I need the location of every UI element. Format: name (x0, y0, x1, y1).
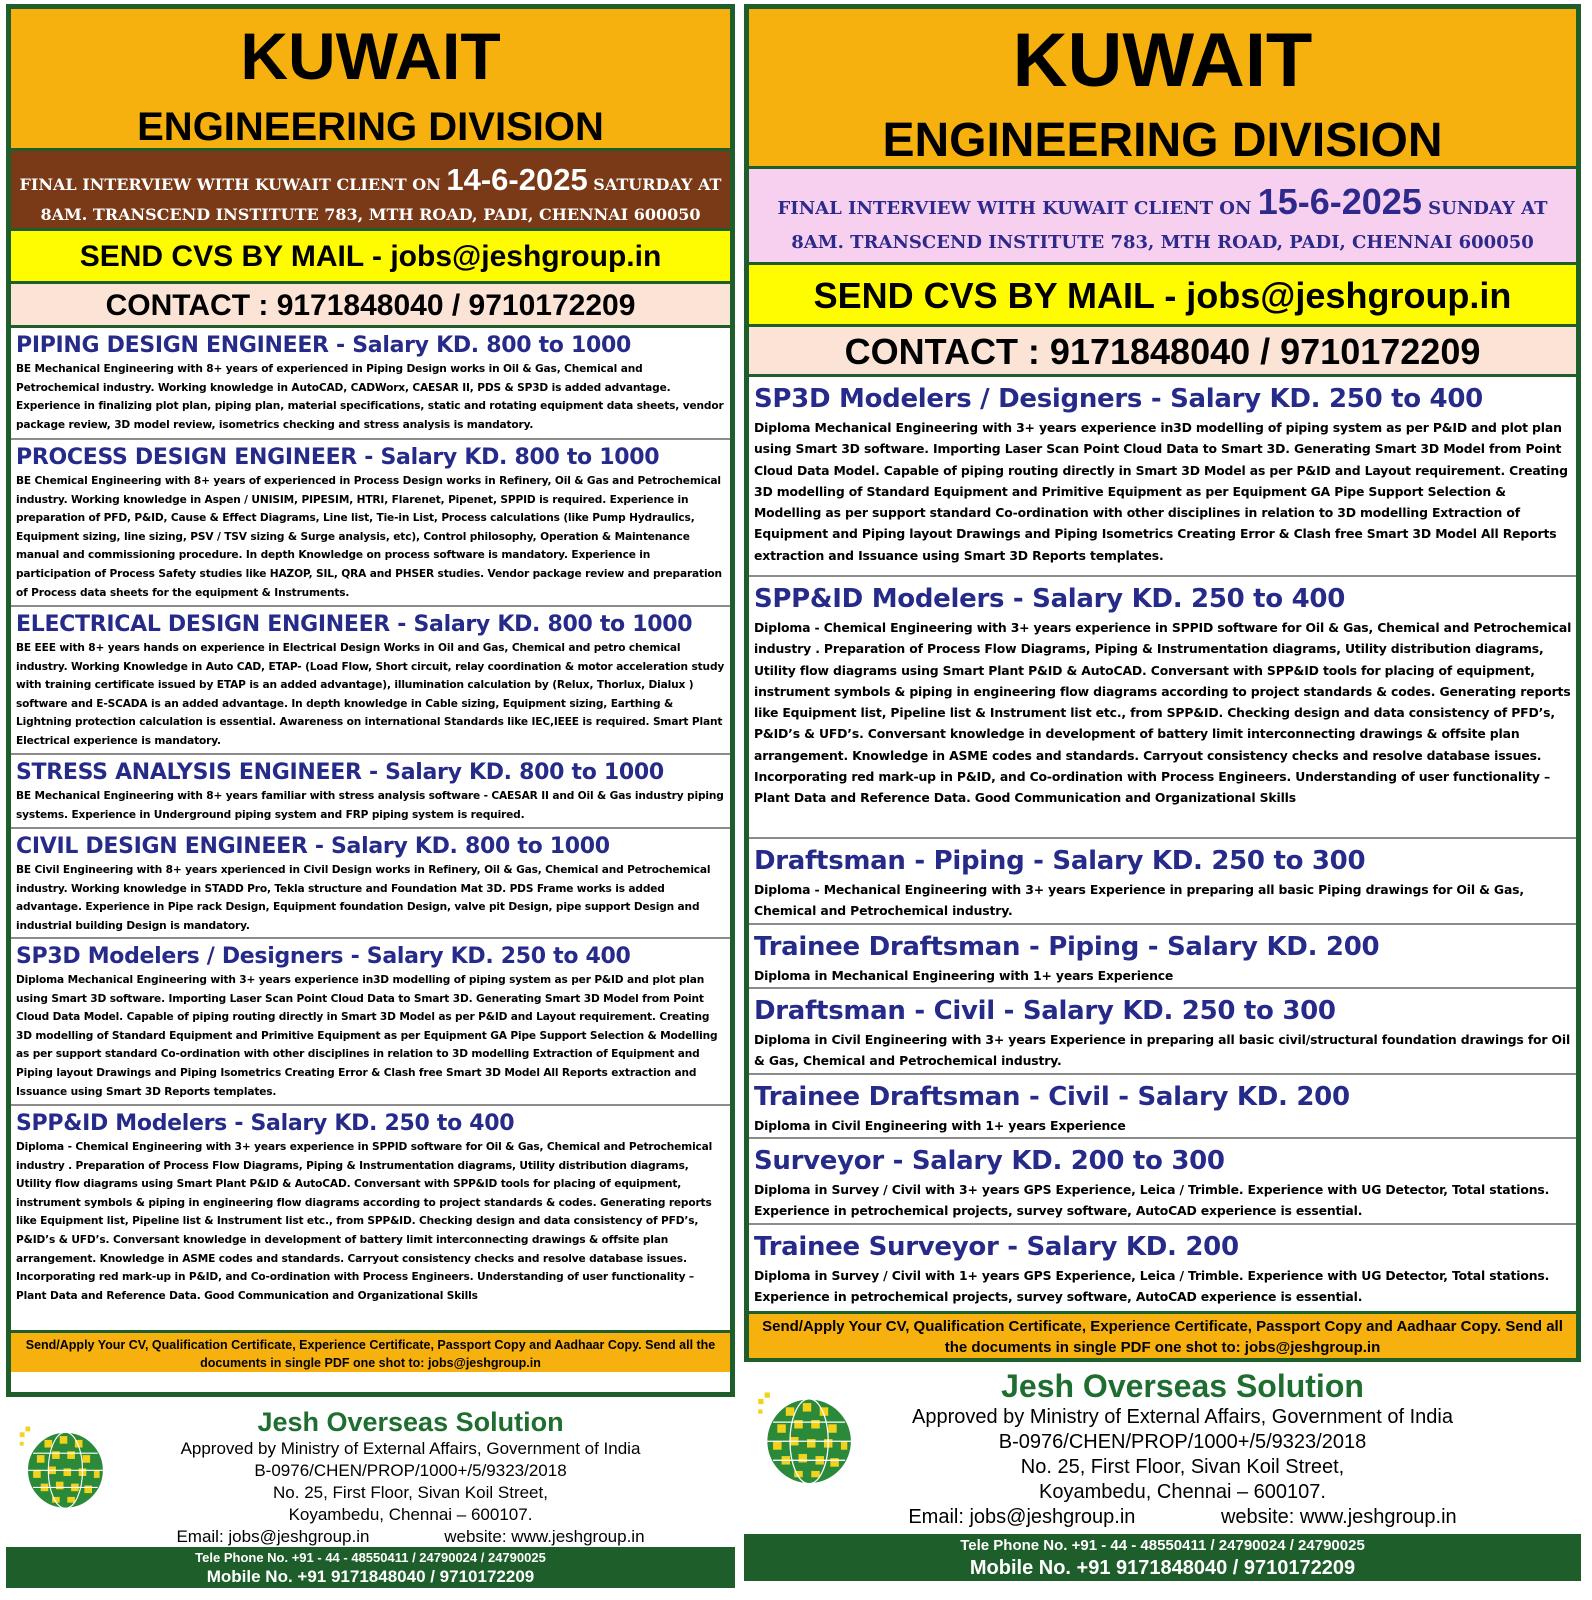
poster-frame (6, 4, 735, 1397)
job-title: Draftsman - Civil - Salary KD. 250 to 300 (754, 996, 1336, 1026)
interview-date: 14-6-2025 (446, 162, 588, 197)
license-number: B-0976/CHEN/PROP/1000+/5/9323/2018 (254, 1461, 567, 1480)
phone-bar (744, 1534, 1581, 1581)
contact-links (744, 1505, 1581, 1530)
poster-right (744, 4, 1581, 1596)
job-description: Diploma in Survey / Civil with 1+ years GPS Experience, Leica / Trimble. Experience with UG Detector, Total stations. Experience in petrochemical projects, survey software, AutoCAD experience is essential. (754, 1268, 1550, 1305)
job-title: PIPING DESIGN ENGINEER - Salary KD. 800 to 1000 (16, 333, 631, 358)
address-line-2: Koyambedu, Chennai – 600107. (1039, 1481, 1326, 1503)
address-line-2: Koyambedu, Chennai – 600107. (288, 1505, 533, 1524)
interview-details: SUNDAY AT 8AM. TRANSCEND INSTITUTE 783, MTH ROAD, PADI, CHENNAI 600050 (791, 198, 1548, 253)
job-description: Diploma in Civil Engineering with 3+ years Experience in preparing all basic civil/structural foundation drawings for Oil & Gas, Chemical and Petrochemical industry. (754, 1032, 1571, 1069)
interview-banner (749, 169, 1576, 265)
address-line-1: No. 25, First Floor, Sivan Koil Street, (273, 1483, 548, 1502)
poster-left (6, 4, 735, 1596)
job-title: Surveyor - Salary KD. 200 to 300 (754, 1146, 1225, 1176)
company-name: Jesh Overseas Solution (257, 1407, 564, 1437)
country-title: KUWAIT (240, 19, 501, 93)
job-listing (749, 1225, 1576, 1311)
send-cv-mail-banner: SEND CVS BY MAIL - jobs@jeshgroup.in (11, 231, 730, 284)
telephone-numbers: Tele Phone No. +91 - 44 - 48550411 / 24790024 / 24790025 (960, 1537, 1365, 1554)
job-title: Trainee Draftsman - Civil - Salary KD. 200 (754, 1082, 1350, 1112)
poster-header (749, 9, 1576, 169)
job-description: Diploma in Survey / Civil with 3+ years GPS Experience, Leica / Trimble. Experience with UG Detector, Total stations. Experience in petrochemical projects, survey software, AutoCAD experience is essential. (754, 1182, 1550, 1219)
job-listing (11, 1106, 730, 1330)
poster-header (11, 9, 730, 151)
job-title: CIVIL DESIGN ENGINEER - Salary KD. 800 to 1000 (16, 834, 610, 859)
company-name: Jesh Overseas Solution (1001, 1368, 1364, 1404)
job-title: STRESS ANALYSIS ENGINEER - Salary KD. 800 to 1000 (16, 760, 664, 785)
job-description: Diploma in Civil Engineering with 1+ years Experience (754, 1118, 1126, 1133)
contact-banner: CONTACT : 9171848040 / 9710172209 (749, 327, 1576, 377)
job-listing (749, 577, 1576, 839)
job-description: BE Mechanical Engineering with 8+ years of experienced in Piping Design works in Oil & Gas, Chemical and Petrochemical industry. Working knowledge in AutoCAD, CADWorx, CAESAR II, PDS & SP3D is added advantage. Experience in finalizing plot plan, piping plan, material specifications, static and rotating equipment data sheets, vendor package review, 3D model review, isometrics checking and stress analysis is mandatory. (16, 363, 724, 431)
apply-instructions: Send/Apply Your CV, Qualification Certificate, Experience Certificate, Passport Copy and Aadhaar Copy. Send all the documents in single PDF one shot to: jobs@jeshgroup.in (11, 1330, 730, 1372)
phone-bar (6, 1547, 735, 1588)
job-title: ELECTRICAL DESIGN ENGINEER - Salary KD. 800 to 1000 (16, 612, 693, 637)
telephone-numbers: Tele Phone No. +91 - 44 - 48550411 / 24790024 / 24790025 (195, 1550, 546, 1565)
job-title: Trainee Draftsman - Piping - Salary KD. 200 (754, 932, 1380, 962)
send-cv-mail-banner: SEND CVS BY MAIL - jobs@jeshgroup.in (749, 265, 1576, 327)
job-listing (749, 925, 1576, 989)
contact-links (6, 1526, 735, 1548)
job-listing (11, 755, 730, 829)
poster-frame (744, 4, 1581, 1362)
job-description: BE EEE with 8+ years hands on experience in Electrical Design Works in Oil and Gas, Chemical and petro chemical industry. Working Knowledge in Auto CAD, ETAP- (Load Flow, Short circuit, relay coordination & motor acceleration study with training certificate issued by ETAP is an added advantage), illumination calculation by (Relux, Thorlux, Dialux ) software and E-SCADA is an added advantage. In depth knowledge in Cable sizing, Equipment sizing, Earthing & Lightning protection calculation is essential. Awareness on international Standards like IEC,IEEE is required. Smart Plant Electrical experience is mandatory. (16, 642, 725, 747)
division-title: ENGINEERING DIVISION (882, 114, 1443, 167)
job-listing (11, 829, 730, 939)
job-listing (749, 1075, 1576, 1139)
interview-details: SATURDAY AT 8AM. TRANSCEND INSTITUTE 783, MTH ROAD, PADI, CHENNAI 600050 (40, 175, 722, 224)
job-description: Diploma Mechanical Engineering with 3+ years experience in3D modelling of piping system as per P&ID and plot plan using Smart 3D software. Importing Laser Scan Point Cloud Data to Smart 3D. Generating Smart 3D Model from Point Cloud Data Model. Capable of piping routing directly in Smart 3D Model as per P&ID and Layout requirement. Creating 3D modelling of Standard Equipment and Primitive Equipment as per Equipment GA Pipe Support Selection & Modelling as per support standard Co-ordination with other disciplines in relation to 3D modelling Extraction of Equipment and Piping layout Drawings and Piping Isometrics Creating Error & Clash free Smart 3D Model All Reports extraction and Issuance using Smart 3D Reports templates. (16, 974, 718, 1098)
contact-banner: CONTACT : 9171848040 / 9710172209 (11, 284, 730, 328)
job-description: BE Mechanical Engineering with 8+ years familiar with stress analysis software - CAESAR II and Oil & Gas industry piping systems. Experience in Underground piping system and FRP piping system is required. (16, 790, 724, 821)
interview-prefix: FINAL INTERVIEW WITH KUWAIT CLIENT ON (19, 175, 441, 194)
company-footer (744, 1362, 1581, 1534)
interview-banner (11, 151, 730, 231)
job-title: PROCESS DESIGN ENGINEER - Salary KD. 800 to 1000 (16, 445, 660, 470)
job-listing (749, 377, 1576, 577)
approval-text: Approved by Ministry of External Affairs, Government of India (912, 1406, 1453, 1428)
job-listing (11, 607, 730, 755)
approval-text: Approved by Ministry of External Affairs, Government of India (180, 1439, 641, 1458)
license-number: B-0976/CHEN/PROP/1000+/5/9323/2018 (998, 1431, 1367, 1453)
job-description: Diploma - Mechanical Engineering with 3+ years Experience in preparing all basic Piping drawings for Oil & Gas, Chemical and Petrochemical industry. (754, 882, 1524, 919)
company-footer (6, 1397, 735, 1547)
job-description: Diploma in Mechanical Engineering with 1+ years Experience (754, 968, 1174, 983)
job-listing (749, 1139, 1576, 1225)
job-description: BE Chemical Engineering with 8+ years of experienced in Process Design works in Refinery, Oil & Gas and Petrochemical industry. Working knowledge in Aspen / UNISIM, PIPESIM, HTRI, Flarenet, Pipenet, SPPID is required. Experience in preparation of PFD, P&ID, Cause & Effect Diagrams, Line list, Tie-in List, Process calculations (like Pump Hydraulics, Equipment sizing, line sizing, PSV / TSV sizing & Surge analysis, etc), Control philosophy, Operation & Maintenance manual and commissioning procedure. In depth Knowledge on process software is mandatory. Experience in participation of Process Safety studies like HAZOP, SIL, QRA and PHSER studies. Vendor package review and preparation of Process data sheets for the equipment & Instruments. (16, 475, 722, 599)
job-description: BE Civil Engineering with 8+ years xperienced in Civil Design works in Refinery, Oil & Gas, Chemical and Petrochemical industry. Working knowledge in STADD Pro, Tekla structure and Foundation Mat 3D. PDS Frame works is added advantage. Experience in Pipe rack Design, Equipment foundation Design, valve pit Design, pipe support Design and industrial building Design is mandatory. (16, 864, 711, 932)
job-title: Draftsman - Piping - Salary KD. 250 to 300 (754, 846, 1366, 876)
job-title: Trainee Surveyor - Salary KD. 200 (754, 1232, 1239, 1262)
job-description: Diploma - Chemical Engineering with 3+ years experience in SPPID software for Oil & Gas, Chemical and Petrochemical industry . Preparation of Process Flow Diagrams, Piping & Instrumentation diagrams, Utility distribution diagrams, Utility flow diagrams using Smart Plant P&ID & AutoCAD. Conversant with SPP&ID tools for placing of equipment, instrument symbols & piping in engineering flow diagrams according to project standards & codes. Generating reports like Equipment list, Pipeline list & Instrument list etc., from SPP&ID. Checking design and data consistency of PFD’s, P&ID’s & UFD’s. Conversant knowledge in development of battery limit interconnecting drawings & offsite plan arrangement. Knowledge in ASME codes and standards. Carryout consistency checks and resolve database issues. Incorporating red mark-up in P&ID, and Co-ordination with Process Engineers. Understanding of user functionality – Plant Data and Reference Data. Good Communication and Organizational Skills (16, 1141, 713, 1302)
job-listing (749, 989, 1576, 1075)
globe-logo-icon (16, 1419, 111, 1514)
job-listing (11, 328, 730, 440)
mobile-numbers: Mobile No. +91 9171848040 / 9710172209 (206, 1567, 535, 1586)
job-title: SPP&ID Modelers - Salary KD. 250 to 400 (16, 1111, 515, 1136)
address-line-1: No. 25, First Floor, Sivan Koil Street, (1020, 1456, 1345, 1478)
email-link[interactable]: Email: jobs@jeshgroup.in (176, 1527, 370, 1546)
job-title: SPP&ID Modelers - Salary KD. 250 to 400 (754, 584, 1345, 614)
globe-logo-icon (754, 1384, 860, 1490)
apply-instructions: Send/Apply Your CV, Qualification Certificate, Experience Certificate, Passport Copy and Aadhaar Copy. Send all the documents in single PDF one shot to: jobs@jeshgroup.in (749, 1311, 1576, 1358)
job-listing (749, 839, 1576, 925)
job-title: SP3D Modelers / Designers - Salary KD. 250 to 400 (16, 944, 631, 969)
email-link[interactable]: Email: jobs@jeshgroup.in (908, 1506, 1136, 1528)
job-listing (11, 939, 730, 1106)
division-title: ENGINEERING DIVISION (137, 105, 604, 149)
job-description: Diploma Mechanical Engineering with 3+ years experience in3D modelling of piping system as per P&ID and plot plan using Smart 3D software. Importing Laser Scan Point Cloud Data to Smart 3D. Generating Smart 3D Model from Point Cloud Data Model. Capable of piping routing directly in Smart 3D Model as per P&ID and Layout requirement. Creating 3D modelling of Standard Equipment and Primitive Equipment as per Equipment GA Pipe Support Selection & Modelling as per support standard Co-ordination with other disciplines in relation to 3D modelling Extraction of Equipment and Piping layout Drawings and Piping Isometrics Creating Error & Clash free Smart 3D Model All Reports extraction and Issuance using Smart 3D Reports templates. (754, 420, 1568, 563)
job-description: Diploma - Chemical Engineering with 3+ years experience in SPPID software for Oil & Gas, Chemical and Petrochemical industry . Preparation of Process Flow Diagrams, Piping & Instrumentation diagrams, Utility distribution diagrams, Utility flow diagrams using Smart Plant P&ID & AutoCAD. Conversant with SPP&ID tools for placing of equipment, instrument symbols & piping in engineering flow diagrams according to project standards & codes. Generating reports like Equipment list, Pipeline list & Instrument list etc., from SPP&ID. Checking design and data consistency of PFD’s, P&ID’s & UFD’s. Conversant knowledge in development of battery limit interconnecting drawings & offsite plan arrangement. Knowledge in ASME codes and standards. Carryout consistency checks and resolve database issues. Incorporating red mark-up in P&ID, and Co-ordination with Process Engineers. Understanding of user functionality – Plant Data and Reference Data. Good Communication and Organizational Skills (754, 620, 1572, 806)
interview-date: 15-6-2025 (1257, 181, 1422, 222)
mobile-numbers: Mobile No. +91 9171848040 / 9710172209 (969, 1557, 1356, 1579)
website-link[interactable]: website: www.jeshgroup.in (444, 1527, 645, 1546)
interview-prefix: FINAL INTERVIEW WITH KUWAIT CLIENT ON (777, 198, 1252, 219)
job-listing (11, 440, 730, 607)
website-link[interactable]: website: www.jeshgroup.in (1220, 1506, 1457, 1528)
job-title: SP3D Modelers / Designers - Salary KD. 250 to 400 (754, 384, 1483, 414)
country-title: KUWAIT (1012, 18, 1313, 103)
